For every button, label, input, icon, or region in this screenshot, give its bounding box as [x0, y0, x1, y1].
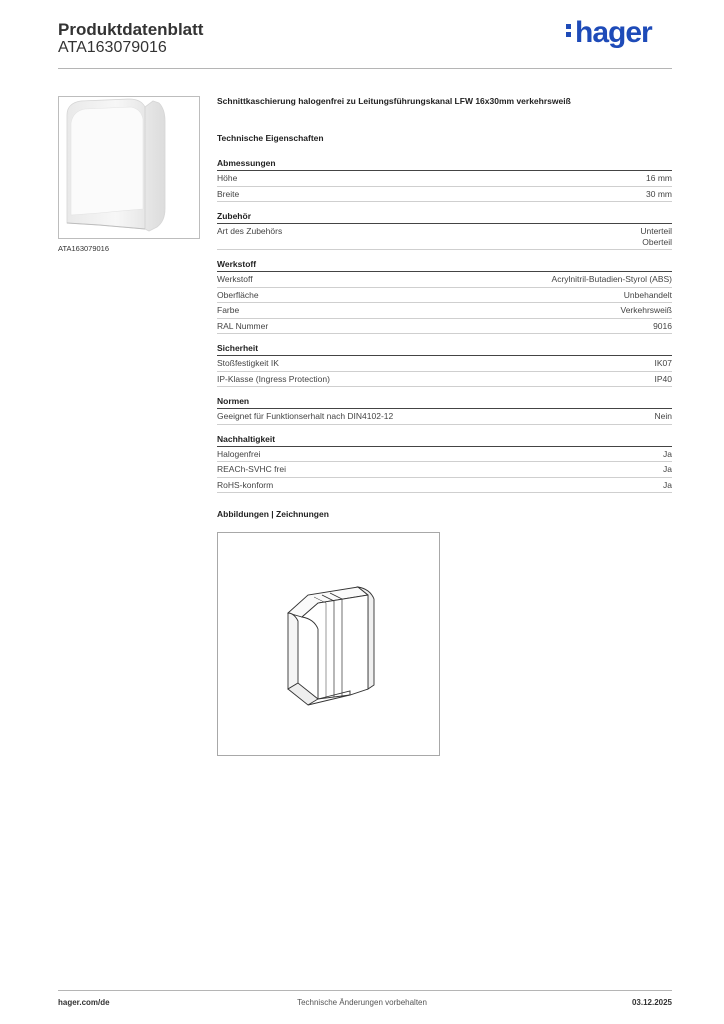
row-value: 16 mm [646, 173, 672, 183]
section-title: Sicherheit [217, 343, 672, 356]
table-row [217, 447, 672, 463]
footer-divider [58, 990, 672, 991]
row-label: Geeignet für Funktionserhalt nach DIN4102-12 [217, 411, 394, 421]
row-value: 9016 [653, 320, 672, 331]
row-label: Werkstoff [217, 274, 253, 284]
footer-date: 03.12.2025 [631, 998, 672, 1007]
footer-website-link[interactable]: hager.com/de [58, 998, 110, 1007]
row-value: 30 mm [646, 188, 672, 199]
row-label: Stoßfestigkeit IK [217, 358, 279, 368]
figures-heading: Abbildungen | Zeichnungen [217, 509, 329, 519]
section-title: Normen [217, 396, 672, 409]
section-title: Zubehör [217, 211, 672, 224]
row-value: Nein [654, 411, 672, 421]
logo-text: hager [575, 16, 652, 49]
table-row [217, 303, 672, 319]
row-value: Acrylnitril-Butadien-Styrol (ABS) [551, 274, 672, 284]
row-value: Ja [663, 479, 672, 490]
row-label: Breite [217, 188, 240, 199]
row-value: IP40 [654, 373, 672, 384]
table-row [217, 319, 672, 335]
row-label: IP-Klasse (Ingress Protection) [217, 373, 330, 384]
footer-disclaimer: Technische Änderungen vorbehalten [297, 998, 427, 1007]
table-row [217, 462, 672, 478]
section-normen [217, 396, 672, 425]
row-value-line: Oberteil [642, 236, 672, 247]
article-number: ATA163079016 [58, 39, 167, 56]
hager-logo [566, 16, 652, 50]
row-label: REACh-SVHC frei [217, 464, 286, 474]
page-title: Produktdatenblatt [58, 20, 204, 39]
row-value-line: Unterteil [640, 226, 672, 236]
section-nachhaltigkeit [217, 434, 672, 494]
table-row [217, 478, 672, 494]
product-photo [58, 96, 200, 239]
table-row [217, 409, 672, 425]
row-label: RAL Nummer [217, 320, 269, 331]
row-value: IK07 [654, 358, 672, 368]
section-sicherheit [217, 343, 672, 387]
section-title: Werkstoff [217, 259, 672, 272]
photo-caption: ATA163079016 [58, 244, 110, 253]
table-row [217, 224, 672, 250]
row-value: Verkehrsweiß [620, 305, 672, 315]
section-zubehoer [217, 211, 672, 250]
row-label: RoHS-konform [217, 479, 274, 490]
product-photo-image [59, 97, 199, 238]
section-title: Nachhaltigkeit [217, 434, 672, 447]
table-row [217, 288, 672, 304]
properties-heading: Technische Eigenschaften [217, 133, 324, 143]
table-row [217, 187, 672, 203]
row-label: Farbe [217, 305, 240, 315]
row-value: Ja [663, 464, 672, 474]
row-value: Unbehandelt [623, 289, 672, 300]
section-abmessungen [217, 158, 672, 202]
table-row [217, 171, 672, 187]
section-title: Abmessungen [217, 158, 672, 171]
table-row [217, 356, 672, 372]
header-divider [58, 68, 672, 69]
row-value: Ja [663, 448, 672, 459]
product-description: Schnittkaschierung halogenfrei zu Leitungsführungskanal LFW 16x30mm verkehrsweiß [217, 96, 571, 106]
row-label: Art des Zubehörs [217, 226, 283, 236]
drawing-image [218, 533, 439, 755]
row-label: Höhe [217, 173, 238, 183]
row-value [640, 226, 672, 247]
technical-drawing [217, 532, 440, 756]
table-row [217, 372, 672, 388]
logo-dots-icon [566, 21, 572, 40]
section-werkstoff [217, 259, 672, 334]
main-content [217, 96, 672, 519]
row-label: Oberfläche [217, 289, 259, 300]
row-label: Halogenfrei [217, 448, 261, 459]
table-row [217, 272, 672, 288]
